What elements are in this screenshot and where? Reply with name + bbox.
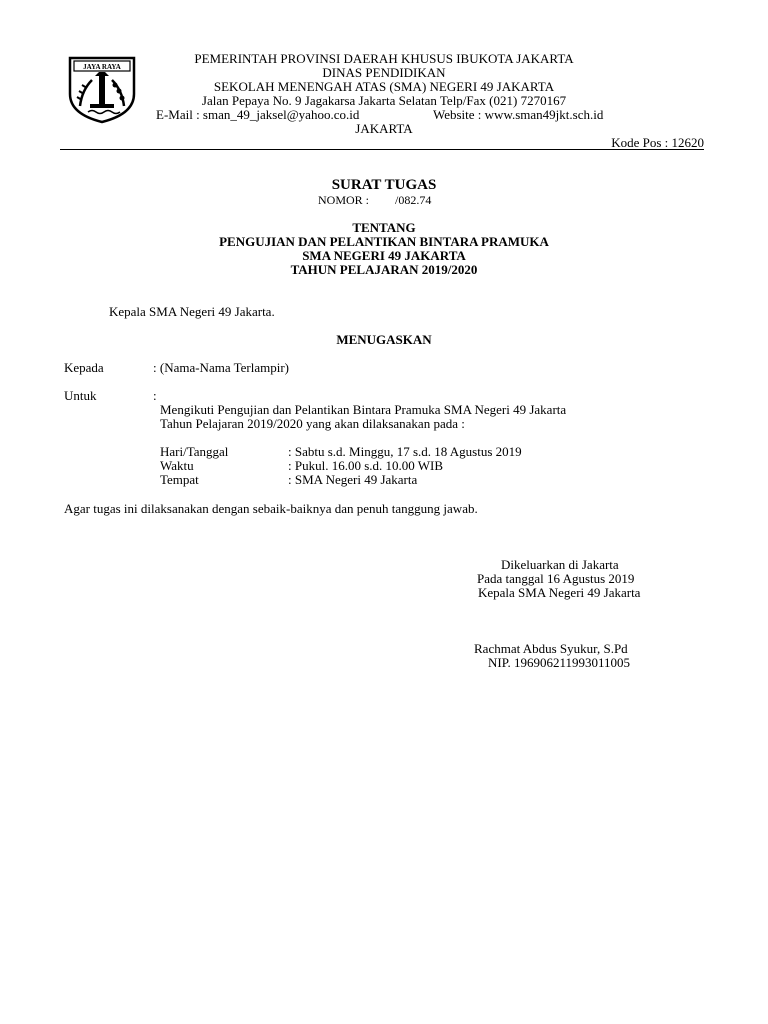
to-value: : (Nama-Nama Terlampir)	[153, 360, 290, 375]
header-divider	[60, 149, 704, 150]
header-school-name: SEKOLAH MENENGAH ATAS (SMA) NEGERI 49 JAKARTA	[213, 79, 555, 94]
signature-issued-at: Dikeluarkan di Jakarta	[501, 557, 619, 572]
purpose-line-2: Tahun Pelajaran 2019/2020 yang akan dilaksanakan pada :	[160, 416, 465, 431]
jakarta-emblem-logo	[64, 54, 140, 124]
header-email: E-Mail : sman_49_jaksel@yahoo.co.id	[156, 107, 360, 122]
header-address: Jalan Pepaya No. 9 Jagakarsa Jakarta Selatan Telp/Fax (021) 7270167	[201, 93, 567, 108]
letter-closing: Agar tugas ini dilaksanakan dengan sebaik-baiknya dan penuh tanggung jawab.	[64, 501, 478, 516]
monument-shape	[99, 76, 105, 104]
banner-text: JAYA RAYA	[83, 63, 121, 71]
detail-label-time: Waktu	[160, 458, 194, 473]
detail-value-time: : Pukul. 16.00 s.d. 10.00 WIB	[288, 458, 444, 473]
letter-instruction: MENUGASKAN	[336, 332, 432, 347]
letter-issuer: Kepala SMA Negeri 49 Jakarta.	[109, 304, 275, 319]
signatory-nip: NIP. 196906211993011005	[488, 655, 631, 670]
header-city: JAKARTA	[355, 121, 413, 136]
letter-number-value: /082.74	[395, 193, 432, 207]
signature-position: Kepala SMA Negeri 49 Jakarta	[478, 585, 641, 600]
signatory-name: Rachmat Abdus Syukur, S.Pd	[474, 641, 628, 656]
letter-number-label: NOMOR :	[318, 193, 370, 207]
for-colon: :	[153, 388, 157, 403]
header-government-line: PEMERINTAH PROVINSI DAERAH KHUSUS IBUKOTA JAKARTA	[194, 51, 574, 66]
letter-about-label: TENTANG	[352, 220, 416, 235]
detail-label-place: Tempat	[160, 472, 199, 487]
header-department-line: DINAS PENDIDIKAN	[322, 65, 446, 80]
to-label: Kepada	[64, 360, 104, 375]
for-label: Untuk	[64, 388, 97, 403]
letter-title: SURAT TUGAS	[331, 177, 437, 193]
letter-subject-line-3: TAHUN PELAJARAN 2019/2020	[290, 262, 478, 277]
detail-value-place: : SMA Negeri 49 Jakarta	[288, 472, 418, 487]
detail-label-date: Hari/Tanggal	[160, 444, 229, 459]
detail-value-date: : Sabtu s.d. Minggu, 17 s.d. 18 Agustus 2019	[288, 444, 522, 459]
purpose-line-1: Mengikuti Pengujian dan Pelantikan Bintara Pramuka SMA Negeri 49 Jakarta	[160, 402, 567, 417]
header-postal-code: Kode Pos : 12620	[611, 135, 704, 150]
header-website: Website : www.sman49jkt.sch.id	[433, 107, 604, 122]
signature-date: Pada tanggal 16 Agustus 2019	[477, 571, 635, 586]
letter-subject-line-2: SMA NEGERI 49 JAKARTA	[302, 248, 466, 263]
letter-subject-line-1: PENGUJIAN DAN PELANTIKAN BINTARA PRAMUKA	[219, 234, 549, 249]
